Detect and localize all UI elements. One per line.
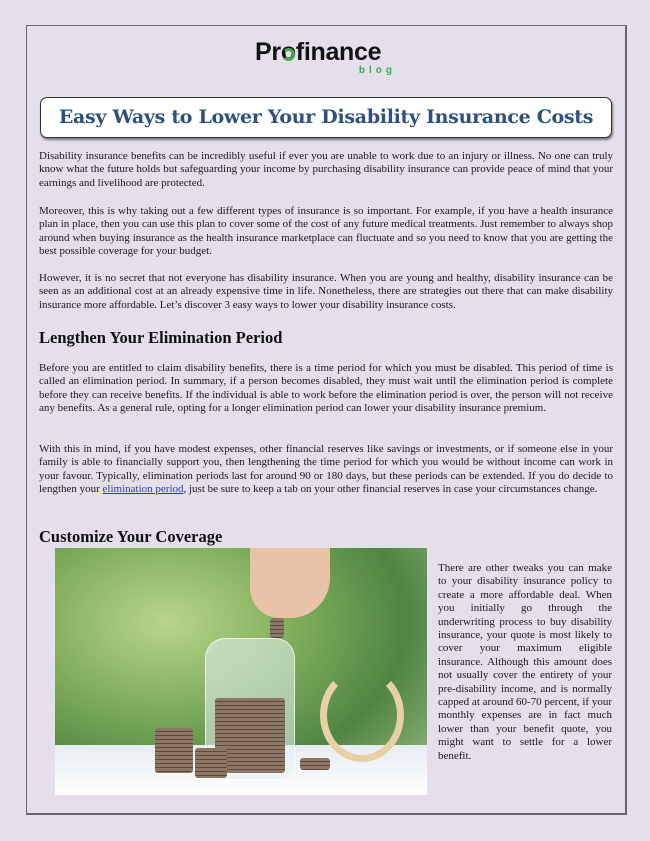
paragraph-text: With this in mind, if you have modest expenses, other financial reserves like savings or investments, or if someone else in your family is able to financially support you, then lengthening the time period for which you would be without income can work in your favour. Typically, elimination periods last for around 90 or 180 days, but these periods can be extended. If you do decide to lengthen your bbox=[39, 443, 613, 495]
paragraph-text: , just be sure to keep a tab on your other financial reserves in case your circumstances change. bbox=[183, 482, 598, 495]
page-title: Easy Ways to Lower Your Disability Insurance Costs bbox=[58, 106, 594, 128]
intro-paragraph-3: However, it is no secret that not everyone has disability insurance. When you are young and healthy, disability insurance can be seen as an additional cost at an already expensive time in life. Nonetheless, there are strategies out there that can make disability insurance more affordable. Let’s discover 3 easy ways to lower your disability insurance costs. bbox=[39, 272, 613, 311]
section-heading-elimination: Lengthen Your Elimination Period bbox=[39, 328, 283, 347]
coverage-paragraph: There are other tweaks you can make to your disability insurance policy to create a more affordable deal. When you initially go through the underwriting process to buy disability insurance, your quote is most likely to cover your maximum eligible insurance. Although this amount does not usually cover the entirety of your pre-disability income, and is normally capped at around 60-70 percent, if your monthly expenses are in fact much lower than your benefit quote, you might want to settle for a lower benefit. bbox=[438, 562, 612, 762]
hand-image bbox=[250, 548, 330, 618]
title-box bbox=[40, 97, 612, 138]
coins-jar-photo bbox=[55, 548, 427, 795]
wheelchair-figure bbox=[320, 668, 404, 762]
intro-paragraph-1: Disability insurance benefits can be incredibly useful if ever you are unable to work due to an injury or illness. No one can truly know what the future holds but safeguarding your income by purchasing disability insurance can provide peace of mind that your earnings and livelihood are protected. bbox=[39, 150, 613, 189]
elimination-paragraph-2 bbox=[39, 443, 613, 496]
logo-blog-label: blog bbox=[358, 65, 396, 76]
logo-wordmark: Profinance bbox=[255, 38, 382, 66]
section-heading-coverage: Customize Your Coverage bbox=[39, 527, 223, 546]
intro-paragraph-2: Moreover, this is why taking out a few different types of insurance is so important. For example, if you have a health insurance plan in place, then you can use this plan to cover some of the cost of any future medical treatments. Just remember to always shop around when buying insurance as the health insurance marketplace can fluctuate and so you need to know that you are getting the best possible coverage for your budget. bbox=[39, 205, 613, 257]
profinance-logo[interactable] bbox=[255, 38, 400, 80]
elimination-period-link[interactable]: elimination period bbox=[102, 482, 184, 495]
elimination-paragraph-1: Before you are entitled to claim disability benefits, there is a time period for which you must be disabled. This period of time is called an elimination period. In summary, if a person becomes disabled, they must wait until the elimination period is complete before they can receive benefits. If the individual is able to work before the elimination period is over, the person will not receive any benefits. As a general rule, opting for a longer elimination period can lower your disability insurance premium. bbox=[39, 362, 613, 414]
